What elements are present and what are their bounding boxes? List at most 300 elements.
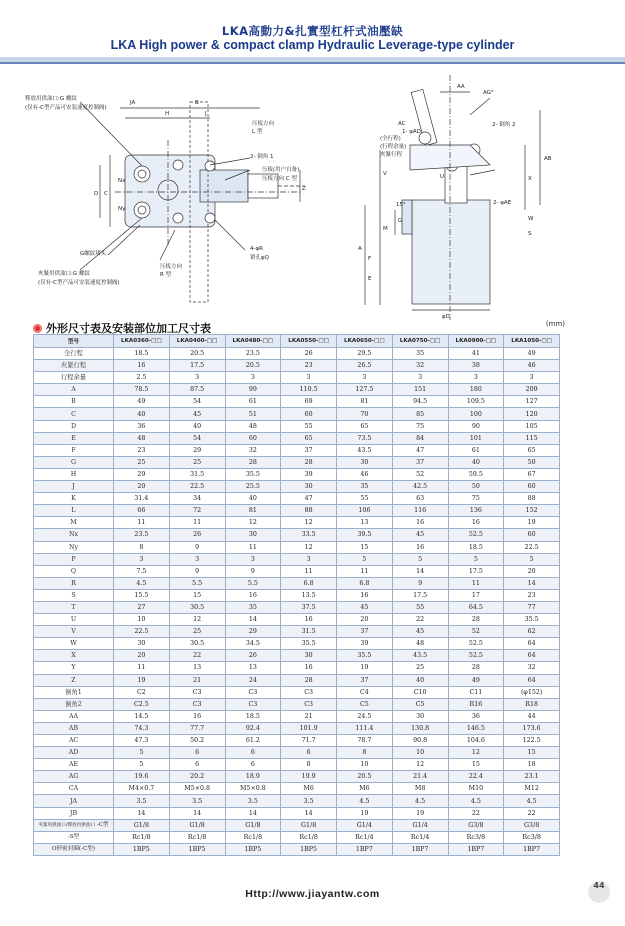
cell: 61.2	[225, 735, 281, 747]
table-row	[34, 493, 560, 505]
cell: 29	[114, 468, 170, 480]
cell: 37	[337, 674, 393, 686]
table-row	[34, 650, 560, 662]
cell: 25.5	[225, 481, 281, 493]
column-header: LKA0360-□□	[114, 335, 170, 348]
svg-text:U: U	[440, 174, 445, 180]
g-plug-label: G螺紋堵头	[80, 251, 107, 257]
cell: 152	[504, 505, 560, 517]
cell: 30	[281, 650, 337, 662]
column-header: LKA0900-□□	[448, 335, 504, 348]
cell: 120	[504, 408, 560, 420]
row-label: E	[34, 432, 114, 444]
cell: 16	[169, 710, 225, 722]
cell: 84	[392, 432, 448, 444]
row-label: U	[34, 614, 114, 626]
cell: 13	[337, 517, 393, 529]
cell: 101	[448, 432, 504, 444]
cell: 16	[114, 360, 170, 372]
table-row	[34, 747, 560, 759]
table-row	[34, 541, 560, 553]
technical-drawing	[0, 70, 625, 322]
cell: 16	[392, 541, 448, 553]
cell: 11	[225, 541, 281, 553]
cell: 50	[448, 481, 504, 493]
cell: 173.6	[504, 722, 560, 734]
svg-text:1- φAD: 1- φAD	[402, 129, 421, 135]
cell: 18.5	[225, 710, 281, 722]
svg-text:E: E	[368, 276, 372, 282]
cell: 90	[448, 420, 504, 432]
cell: 23.5	[114, 529, 170, 541]
cell: 127.5	[337, 384, 393, 396]
cell: 3	[114, 553, 170, 565]
row-label: AB	[34, 722, 114, 734]
cell: 14	[169, 807, 225, 819]
cell: C5	[392, 698, 448, 710]
cell: 65	[281, 432, 337, 444]
cell: 28	[225, 456, 281, 468]
cell: 8	[337, 747, 393, 759]
cell: 5	[392, 553, 448, 565]
cell: 30	[114, 638, 170, 650]
cell: 13	[225, 662, 281, 674]
cell: R16	[448, 698, 504, 710]
title-english: LKA High power & compact clamp Hydraulic Leverage-type cylinder	[110, 38, 515, 52]
cell: 4.5	[504, 795, 560, 807]
cell: 122.5	[504, 735, 560, 747]
row-label: 夾緊行程	[34, 360, 114, 372]
cell: 35.5	[281, 638, 337, 650]
cell: G3/8	[448, 819, 504, 831]
cell: 1BP5	[169, 843, 225, 855]
cell: 54	[169, 396, 225, 408]
cell: Rc1/8	[281, 831, 337, 843]
row-label: D	[34, 420, 114, 432]
cell: 40	[225, 493, 281, 505]
cell: C3	[225, 698, 281, 710]
row-label: C	[34, 408, 114, 420]
cell: 4.5	[392, 795, 448, 807]
cell: 23	[504, 589, 560, 601]
cell: 92.4	[225, 722, 281, 734]
svg-text:(全行程): (全行程)	[380, 136, 401, 142]
cell: 22.5	[169, 481, 225, 493]
cell: 11	[114, 662, 170, 674]
cell: 55	[337, 493, 393, 505]
svg-text:压板(用户自备): 压板(用户自备)	[262, 167, 300, 173]
cell: 6	[225, 759, 281, 771]
cell: 59.5	[448, 468, 504, 480]
cell: 88	[281, 505, 337, 517]
svg-text:D: D	[94, 191, 99, 197]
cell: 20.5	[337, 771, 393, 783]
cell: 64	[504, 638, 560, 650]
cell: 62	[504, 626, 560, 638]
cell: 30	[281, 481, 337, 493]
row-label: B	[34, 396, 114, 408]
cell: 5.5	[225, 577, 281, 589]
cell: 6.8	[281, 577, 337, 589]
cell: 20	[337, 614, 393, 626]
cell: 2.5	[114, 372, 170, 384]
svg-text:2- φAE: 2- φAE	[493, 200, 512, 206]
cell: 81	[225, 505, 281, 517]
svg-text:C: C	[104, 191, 108, 197]
cell: M8	[392, 783, 448, 795]
cell: 49	[504, 348, 560, 360]
cell: 17.5	[169, 360, 225, 372]
svg-text:夾緊行程: 夾緊行程	[380, 152, 403, 158]
cell: 31.5	[169, 468, 225, 480]
row-label: G	[34, 456, 114, 468]
cell: 48	[114, 432, 170, 444]
svg-text:2- 倒角 1: 2- 倒角 1	[250, 154, 274, 160]
section-title: 外形尺寸表及安装部位加工尺寸表	[33, 320, 211, 336]
column-header: LKA0400-□□	[169, 335, 225, 348]
svg-text:B: B	[195, 100, 199, 106]
cell: Rc1/4	[392, 831, 448, 843]
row-label: T	[34, 601, 114, 613]
row-label: L	[34, 505, 114, 517]
row-label: A	[34, 384, 114, 396]
cell: 13.5	[281, 589, 337, 601]
cell: 39	[337, 638, 393, 650]
table-row	[34, 686, 560, 698]
row-label: K	[34, 493, 114, 505]
cell: 35.5	[225, 468, 281, 480]
cell: 11	[448, 577, 504, 589]
bullet-icon	[33, 324, 42, 333]
cell: 3	[169, 553, 225, 565]
row-label: 全行程	[34, 348, 114, 360]
cell: 24	[225, 674, 281, 686]
cell: 50	[504, 456, 560, 468]
cell: 19	[114, 674, 170, 686]
cell: 18.5	[114, 348, 170, 360]
cell: 37	[281, 444, 337, 456]
cell: 17.5	[448, 565, 504, 577]
cell: 35	[392, 348, 448, 360]
cell: 44	[504, 710, 560, 722]
cell: 64.5	[448, 601, 504, 613]
table-row	[34, 468, 560, 480]
cell: 3.5	[114, 795, 170, 807]
cell: 9	[392, 577, 448, 589]
cell: 101.9	[281, 722, 337, 734]
cell: 25	[169, 626, 225, 638]
cell: 12	[281, 517, 337, 529]
cell: 66	[114, 505, 170, 517]
cell: 23.5	[225, 348, 281, 360]
cell: 14	[225, 614, 281, 626]
table-row	[34, 722, 560, 734]
svg-text:φD: φD	[442, 314, 450, 320]
cell: 60	[504, 481, 560, 493]
cell: 54	[169, 432, 225, 444]
cell: 45	[392, 529, 448, 541]
svg-text:2- 倒角 2: 2- 倒角 2	[492, 122, 516, 128]
cell: 61	[448, 444, 504, 456]
cell: 8	[281, 759, 337, 771]
cell: 17.5	[392, 589, 448, 601]
cell: 6	[169, 759, 225, 771]
cell: 5	[504, 553, 560, 565]
cell: 3	[504, 372, 560, 384]
cell: 6.8	[337, 577, 393, 589]
cell: 1BP7	[337, 843, 393, 855]
cell: 37	[337, 626, 393, 638]
cell: 1BP7	[392, 843, 448, 855]
svg-text:G: G	[398, 218, 403, 224]
cell: 27	[114, 601, 170, 613]
cell: G3/8	[504, 819, 560, 831]
cell: 104.6	[448, 735, 504, 747]
cell: 77	[504, 601, 560, 613]
cell: 32	[392, 360, 448, 372]
cell: M4×0.7	[114, 783, 170, 795]
cell: M5×0.8	[225, 783, 281, 795]
column-header: LKA0750-□□	[392, 335, 448, 348]
cell: 41	[448, 348, 504, 360]
table-row	[34, 432, 560, 444]
row-label: JA	[34, 795, 114, 807]
cell: 19.9	[281, 771, 337, 783]
cell: 116	[392, 505, 448, 517]
cell: 19	[504, 517, 560, 529]
cell: 136	[448, 505, 504, 517]
header-rule	[0, 62, 625, 64]
cell: C3	[225, 686, 281, 698]
table-row	[34, 589, 560, 601]
cell: 5	[114, 747, 170, 759]
row-label: Z	[34, 674, 114, 686]
svg-text:压板方向 C 型: 压板方向 C 型	[262, 176, 297, 182]
table-row	[34, 360, 560, 372]
cell: 14	[225, 807, 281, 819]
cell: 36	[114, 420, 170, 432]
cell: 51	[225, 408, 281, 420]
cell: 39	[281, 468, 337, 480]
cell: 45	[169, 408, 225, 420]
cylinder-body-side	[412, 200, 490, 304]
cell: 13	[169, 662, 225, 674]
cell: 37.5	[281, 601, 337, 613]
row-label: H	[34, 468, 114, 480]
table-row	[34, 505, 560, 517]
row-label: AE	[34, 759, 114, 771]
cell: M6	[337, 783, 393, 795]
cell: 63	[392, 493, 448, 505]
cell: 35.5	[337, 650, 393, 662]
cell: 24.5	[337, 710, 393, 722]
cell: 85	[392, 408, 448, 420]
cell: 29.5	[337, 348, 393, 360]
column-header: LKA0550-□□	[281, 335, 337, 348]
cell: 65	[337, 420, 393, 432]
cell: G1/8	[225, 819, 281, 831]
cell: 15	[169, 589, 225, 601]
svg-text:V: V	[383, 171, 387, 177]
cell: 14.5	[114, 710, 170, 722]
cell: 40	[392, 674, 448, 686]
row-label: X	[34, 650, 114, 662]
cell: 28	[448, 662, 504, 674]
row-label: Ny	[34, 541, 114, 553]
cell: 10	[114, 614, 170, 626]
cell: Rc3/8	[504, 831, 560, 843]
cell: 6	[225, 747, 281, 759]
table-row	[34, 601, 560, 613]
cell: 48	[392, 638, 448, 650]
cell: 19	[392, 807, 448, 819]
title-chinese: LKA高動力&扎實型杠杆式油壓缺	[221, 24, 404, 38]
cell: 12	[281, 541, 337, 553]
table-header-row	[34, 335, 560, 348]
cell: 36	[448, 710, 504, 722]
column-header: LKA0480-□□	[225, 335, 281, 348]
svg-text:AB: AB	[544, 156, 552, 162]
cell: 115	[504, 432, 560, 444]
cell: 23	[281, 360, 337, 372]
cell: 15.5	[114, 589, 170, 601]
row-label: JB	[34, 807, 114, 819]
cell: 64	[504, 650, 560, 662]
cell: 146.5	[448, 722, 504, 734]
cell: 47	[392, 444, 448, 456]
cell: 37	[392, 456, 448, 468]
cell: 26	[169, 529, 225, 541]
table-row	[34, 372, 560, 384]
cell: 23	[114, 444, 170, 456]
cell: 1BP5	[281, 843, 337, 855]
table-row	[34, 674, 560, 686]
cell: 14	[504, 577, 560, 589]
cell: 67	[504, 468, 560, 480]
row-label: J	[34, 481, 114, 493]
cell: 40	[169, 420, 225, 432]
cell: Rc3/8	[448, 831, 504, 843]
table-row	[34, 614, 560, 626]
cell: 30	[225, 529, 281, 541]
cell: C2.5	[114, 698, 170, 710]
cell: 9	[225, 565, 281, 577]
cell: C2	[114, 686, 170, 698]
table-row	[34, 481, 560, 493]
cell: 20	[504, 565, 560, 577]
cell: 3.5	[169, 795, 225, 807]
cell: 52.5	[448, 650, 504, 662]
cell: 43.5	[337, 444, 393, 456]
cell: M5×0.8	[169, 783, 225, 795]
table-row	[34, 348, 560, 360]
svg-text:W: W	[528, 216, 534, 222]
svg-text:A: A	[358, 246, 362, 252]
row-label: AG	[34, 771, 114, 783]
cell: 52	[392, 468, 448, 480]
cell: 42.5	[392, 481, 448, 493]
cell: 94.5	[392, 396, 448, 408]
spec-table	[33, 334, 560, 856]
cell: 11	[169, 517, 225, 529]
cell: 28	[281, 674, 337, 686]
cell: 21	[169, 674, 225, 686]
table-row	[34, 444, 560, 456]
release-port-note: (仅有-C型产品可安装速度控制阀)	[25, 105, 107, 111]
table-row	[34, 783, 560, 795]
cell: 60	[225, 432, 281, 444]
cell: 22.5	[504, 541, 560, 553]
svg-text:L 型: L 型	[252, 129, 263, 135]
cell: 49	[448, 674, 504, 686]
cell: 72	[169, 505, 225, 517]
cell: 5.5	[169, 577, 225, 589]
row-label: AD	[34, 747, 114, 759]
cell: Rc1/8	[225, 831, 281, 843]
cell: 46	[337, 468, 393, 480]
cell: 4.5	[448, 795, 504, 807]
cell: 87.5	[169, 384, 225, 396]
cell: 6	[281, 747, 337, 759]
row-label: AC	[34, 735, 114, 747]
cell: 43.5	[392, 650, 448, 662]
cell: C3	[281, 686, 337, 698]
cell: 73.5	[337, 432, 393, 444]
svg-text:AC: AC	[398, 121, 406, 127]
cell: 3	[225, 372, 281, 384]
svg-text:X: X	[528, 176, 532, 182]
cell: 3	[225, 553, 281, 565]
cell: 38	[448, 360, 504, 372]
model-label: 型号	[34, 335, 114, 348]
cell: 28	[448, 614, 504, 626]
table-row	[34, 771, 560, 783]
cell: 3.5	[225, 795, 281, 807]
cell: Rc1/8	[114, 831, 170, 843]
cell: 3	[281, 553, 337, 565]
footer-url: Http://www.jiayantw.com	[245, 888, 380, 900]
cell: 30	[392, 710, 448, 722]
cell: C4	[337, 686, 393, 698]
table-row	[34, 710, 560, 722]
cell: 39.5	[337, 529, 393, 541]
cell: 14	[281, 807, 337, 819]
table-row	[34, 638, 560, 650]
port-type-label: -S型	[67, 833, 80, 840]
cell: 55	[281, 420, 337, 432]
cell: 20	[114, 481, 170, 493]
cell: 32	[225, 444, 281, 456]
cell: 26.5	[337, 360, 393, 372]
svg-text:Z: Z	[302, 186, 306, 192]
cell: 20.2	[169, 771, 225, 783]
cell: C3	[281, 698, 337, 710]
table-row	[34, 577, 560, 589]
svg-text:Nx: Nx	[118, 178, 126, 184]
cell: 3	[281, 372, 337, 384]
cell: C5	[337, 698, 393, 710]
oring-label: O形密封圈(-C型)	[34, 843, 114, 855]
table-row	[34, 565, 560, 577]
cell: 33.5	[281, 529, 337, 541]
cell: 78.7	[337, 735, 393, 747]
cell: 52.5	[448, 638, 504, 650]
svg-text:J: J	[205, 111, 207, 117]
cell: 40	[448, 456, 504, 468]
table-row	[34, 807, 560, 819]
cell: 21	[281, 710, 337, 722]
cell: 1BP5	[225, 843, 281, 855]
